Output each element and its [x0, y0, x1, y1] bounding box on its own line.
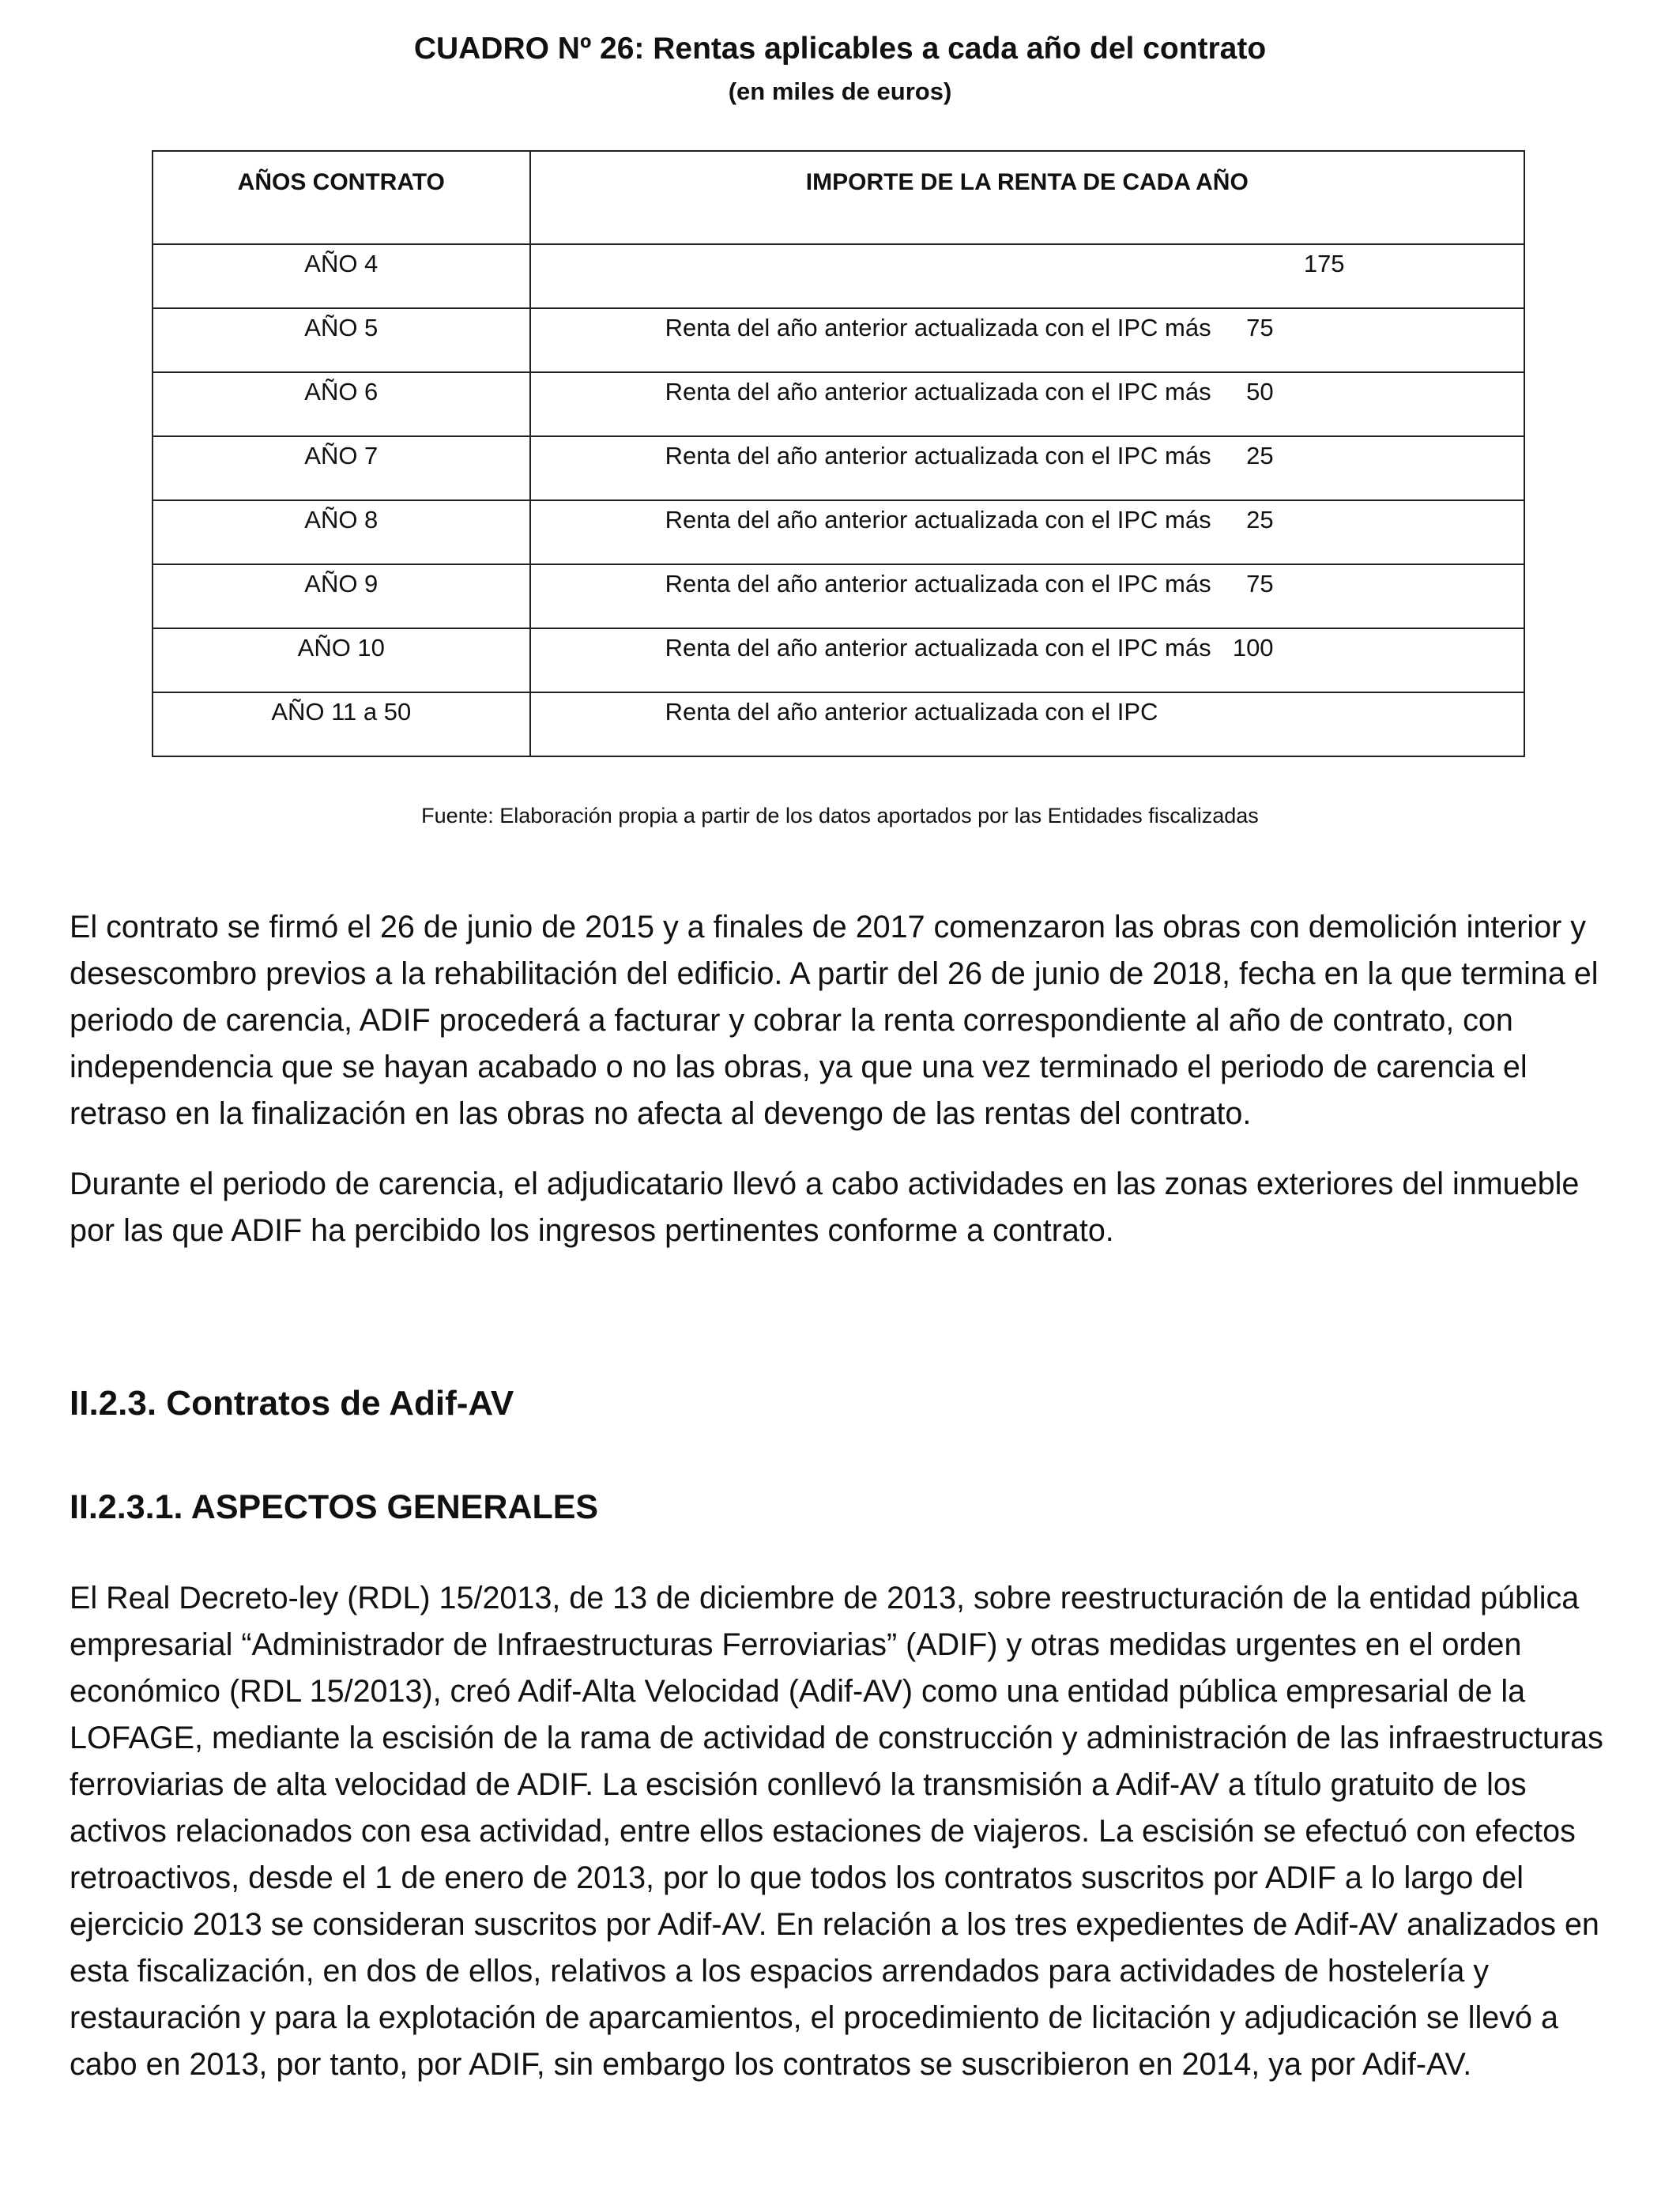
table-title: CUADRO Nº 26: Rentas aplicables a cada año del contrato — [413, 32, 1267, 66]
table-row — [153, 244, 1524, 308]
row-description: Renta del año anterior actualizada con el IPC — [665, 698, 1158, 726]
row-amount — [530, 244, 1524, 308]
row-year: AÑO 4 — [153, 244, 530, 308]
row-value: 75 — [1246, 570, 1274, 598]
row-year: AÑO 5 — [153, 308, 530, 372]
row-description: Renta del año anterior actualizada con el IPC más — [665, 634, 1211, 662]
row-amount — [530, 628, 1524, 692]
row-value: 25 — [1246, 442, 1274, 469]
row-year: AÑO 7 — [153, 436, 530, 500]
section-heading: II.2.3. Contratos de Adif-AV — [70, 1384, 514, 1423]
paragraph-rdl: El Real Decreto-ley (RDL) 15/2013, de 13 de diciembre de 2013, sobre reestructuración de la entidad pública empresarial “Administrador de Infraestructuras Ferroviarias” (ADIF) y otras medidas urgentes en el orden económico (RDL 15/2013), creó Adif-Alta Velocidad (Adif-AV) como una entidad pública empresarial de la LOFAGE, mediante la escisión de la rama de actividad de construcción y administración de las infraestructuras ferroviarias de alta velocidad de ADIF. La escisión conllevó la transmisión a Adif-AV a título gratuito de los activos relacionados con esa actividad, entre ellos estaciones de viajeros. La escisión se efectuó con efectos retroactivos, desde el 1 de enero de 2013, por lo que todos los contratos suscritos por ADIF a lo largo del ejercicio 2013 se consideran suscritos por Adif-AV. En relación a los tres expedientes de Adif-AV analizados en esta fiscalización, en dos de ellos, relativos a los espacios arrendados para actividades de hostelería y restauración y para la explotación de aparcamientos, el procedimiento de licitación y adjudicación se llevó a cabo en 2013, por tanto, por ADIF, sin embargo los contratos se suscribieron en 2014, ya por Adif-AV. — [70, 1581, 1603, 2082]
table-row — [153, 372, 1524, 436]
row-value: 50 — [1246, 378, 1274, 405]
row-year: AÑO 6 — [153, 372, 530, 436]
row-amount — [530, 372, 1524, 436]
table-subtitle: (en miles de euros) — [728, 77, 952, 105]
header-years: AÑOS CONTRATO — [153, 151, 530, 244]
row-value: 100 — [1232, 634, 1274, 662]
row-year: AÑO 11 a 50 — [153, 692, 530, 756]
row-year: AÑO 10 — [153, 628, 530, 692]
row-amount — [530, 564, 1524, 628]
table-row — [153, 436, 1524, 500]
table-row — [153, 564, 1524, 628]
row-value: 75 — [1246, 314, 1274, 341]
table-row — [153, 628, 1524, 692]
row-amount — [530, 436, 1524, 500]
header-amount: IMPORTE DE LA RENTA DE CADA AÑO — [530, 151, 1524, 244]
row-description: Renta del año anterior actualizada con el IPC más — [665, 378, 1211, 405]
row-description: Renta del año anterior actualizada con el IPC más — [665, 314, 1211, 341]
row-description: Renta del año anterior actualizada con el IPC más — [665, 506, 1211, 533]
row-value: 175 — [1303, 250, 1345, 277]
row-amount — [530, 500, 1524, 564]
subsection-heading: II.2.3.1. ASPECTOS GENERALES — [70, 1488, 599, 1526]
table-source-note: Fuente: Elaboración propia a partir de los datos aportados por las Entidades fiscalizadas — [421, 804, 1259, 827]
table-row — [153, 308, 1524, 372]
table-row — [153, 500, 1524, 564]
row-description: Renta del año anterior actualizada con el IPC más — [665, 442, 1211, 469]
rents-table — [152, 150, 1525, 757]
row-description: Renta del año anterior actualizada con el IPC más — [665, 570, 1211, 598]
row-amount — [530, 692, 1524, 756]
paragraph-grace-period: Durante el periodo de carencia, el adjudicatario llevó a cabo actividades en las zonas exteriores del inmueble por las que ADIF ha percibido los ingresos pertinentes conforme a contrato. — [70, 1167, 1580, 1248]
row-year: AÑO 8 — [153, 500, 530, 564]
paragraph-contract-dates: El contrato se firmó el 26 de junio de 2015 y a finales de 2017 comenzaron las obras con demolición interior y desescombro previos a la rehabilitación del edificio. A partir del 26 de junio de 2018, fecha en la que termina el periodo de carencia, ADIF procederá a facturar y cobrar la renta correspondiente al año de contrato, con independencia que se hayan acabado o no las obras, ya que una vez terminado el periodo de carencia el retraso en la finalización en las obras no afecta al devengo de las rentas del contrato. — [70, 910, 1599, 1131]
row-year: AÑO 9 — [153, 564, 530, 628]
table-header-row — [153, 151, 1524, 244]
table-row — [153, 692, 1524, 756]
row-amount — [530, 308, 1524, 372]
row-value: 25 — [1246, 506, 1274, 533]
